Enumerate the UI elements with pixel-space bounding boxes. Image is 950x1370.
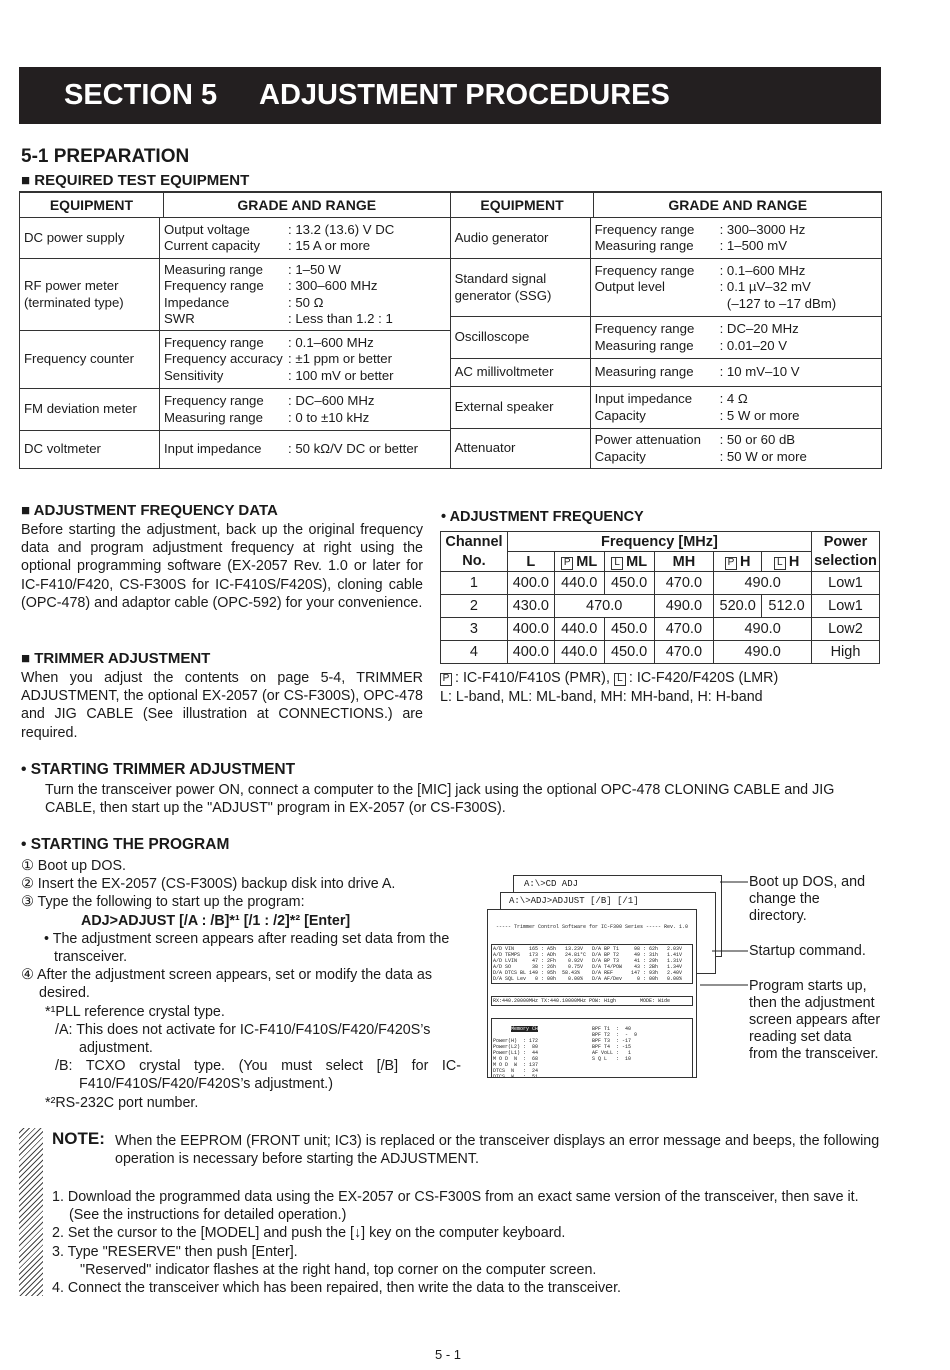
band-label: MH [672, 553, 696, 570]
screen-line: A/D VIN 165 : A5h 13.23V [493, 946, 584, 952]
section-header [19, 67, 881, 124]
channel-header [441, 532, 508, 572]
selection-label: selection [814, 552, 877, 569]
adj-freq-data-heading: ■ ADJUSTMENT FREQUENCY DATA [21, 502, 278, 519]
equipment-specs [591, 218, 881, 258]
equipment-name: AC millivoltmeter [451, 359, 591, 386]
col-equipment-2: EQUIPMENT [450, 192, 594, 218]
memory-ch-label: Memory CH [511, 1026, 539, 1032]
spec-value: : 300–3000 Hz [719, 221, 806, 237]
spec-label: Measuring range [594, 238, 694, 253]
spec-label: Measuring range [594, 364, 694, 380]
step-2: ② Insert the EX-2057 (CS-F300S) backup disk into drive A. [21, 876, 396, 893]
program-steps [21, 857, 461, 1112]
note-item-2: 2. Set the cursor to the [MODEL] and push the [↓] key on the computer keyboard. [52, 1225, 566, 1242]
table-row [441, 618, 880, 641]
freq-cell: 450.0 [604, 572, 654, 595]
callout-startup: Startup command. [749, 943, 866, 959]
footnote-1b: /B: TCXO crystal type. (You must select [/B] for IC-F410/F410S/F420/F420S’s adjustment.) [55, 1058, 461, 1093]
spec-value: : 5 W or more [719, 407, 800, 423]
freq-cell: 400.0 [507, 572, 554, 595]
equipment-specs [591, 387, 881, 428]
spec-value: : 13.2 (13.6) V DC [288, 221, 395, 237]
equipment-name: External speaker [451, 387, 591, 428]
da-values [592, 946, 691, 982]
equipment-row [451, 218, 881, 259]
equipment-row [451, 429, 881, 468]
equipment-name: DC voltmeter [20, 431, 160, 468]
spec-label: Frequency accuracy [164, 351, 283, 367]
band-label: H [788, 553, 800, 570]
equipment-specs [160, 431, 450, 468]
channel-cell: 1 [441, 572, 508, 595]
channel-label: Channel [445, 533, 503, 550]
screen-line: A/D SO 38 : 26h 0.75V [493, 964, 584, 970]
freq-cell: 470.0 [654, 618, 714, 641]
power-cell: Low2 [812, 618, 880, 641]
screen-line: M O D N : 68 [493, 1056, 539, 1062]
screen-line: Power(L1) : 44 [493, 1050, 539, 1056]
spec-value: : 0.1–600 MHz [288, 334, 374, 350]
section-title: ADJUSTMENT PROCEDURES [259, 79, 670, 111]
footnote-2: *²RS-232C port number. [45, 1094, 199, 1111]
equipment-name: Frequency counter [20, 331, 160, 388]
step-1: ① Boot up DOS. [21, 858, 126, 874]
spec-value: : DC–600 MHz [288, 393, 375, 408]
spec-label: SWR [164, 311, 195, 326]
freq-cell: 490.0 [714, 618, 812, 641]
adj-freq-data-text: Before starting the adjustment, back up the original frequency data and program adjustment frequency at right using the optional programming software (EX-2057 Rev. 1.0 or later for IC-F410/F420, CS-F300S for IC-F410S/F420S), cloning cable (OPC-478) and adaptor cable (OPC-592) for your convenience. [21, 522, 423, 611]
freq-cell: 440.0 [554, 641, 604, 664]
ad-values [493, 946, 592, 982]
band-label: ML [626, 553, 648, 570]
footnote-1: *¹PLL reference crystal type. [45, 1003, 225, 1020]
screen-line: D/A SQL Lev 0 : 00h 0.00% [493, 976, 584, 982]
col-equipment: EQUIPMENT [20, 192, 164, 218]
power-cell: High [812, 641, 880, 664]
freq-cell: 400.0 [507, 618, 554, 641]
spec-value: : 300–600 MHz [288, 278, 378, 293]
spec-label: Measuring range [164, 261, 263, 277]
freq-col-2 [604, 552, 654, 572]
band-box: L [611, 557, 623, 570]
adj-freq-note-1 [440, 670, 778, 686]
screen-line: Power(L2) : 80 [493, 1044, 539, 1050]
band-box: P [561, 557, 573, 570]
screen-line: D/A REF 147 : 93h 2.40V [592, 970, 683, 976]
adj-freq-note-2: L: L-band, ML: ML-band, MH: MH-band, H: H-band [440, 689, 763, 705]
spec-label: Input impedance [594, 391, 693, 406]
equipment-specs [591, 317, 881, 358]
screen-line: D/A BP T2 49 : 31h 1.41V [592, 952, 683, 958]
note-item-1: 1. Download the programmed data using the EX-2057 or CS-F300S from an exact same version of the transceiver, then save it. (See the instructions for detailed operation.) [52, 1189, 859, 1224]
trimmer-heading: ■ TRIMMER ADJUSTMENT [21, 650, 211, 667]
screen-line: D/A AF/Dev 0 : 00h 0.00% [592, 976, 683, 982]
freq-header: Frequency [MHz] [507, 532, 811, 552]
p-note: : IC-F410/F410S (PMR), [455, 670, 610, 686]
l-note: : IC-F420/F420S (LMR) [628, 670, 779, 686]
freq-col-4 [714, 552, 762, 572]
bullet-note: • The adjustment screen appears after reading set data from the transceiver. [44, 930, 450, 966]
spec-value: : 15 A or more [288, 238, 371, 253]
freq-cell: 430.0 [507, 595, 554, 618]
spec-value: : 50 W or more [719, 448, 807, 464]
spec-value: : 50 kΩ/V DC or better [288, 441, 419, 457]
table-row [441, 641, 880, 664]
equipment-row [451, 387, 881, 429]
spec-label: Frequency range [164, 334, 264, 350]
freq-cell: 440.0 [554, 618, 604, 641]
note-list [52, 1188, 888, 1297]
callout-program: Program starts up, then the adjustment screen appears after reading set data from the transceiver. [749, 978, 881, 1062]
step-4: ④ After the adjustment screen appears, set or modify the data as desired. [21, 967, 432, 1002]
equipment-row [20, 331, 450, 389]
screen-line: BPF T1 : 40 [592, 1026, 632, 1032]
note-item-3-detail: "Reserved" indicator flashes at the right hand, top corner on the computer screen. [80, 1261, 597, 1278]
freq-cell: 450.0 [604, 641, 654, 664]
spec-value: : 10 mV–10 V [719, 364, 800, 380]
equipment-specs [591, 359, 881, 386]
band-box: L [774, 557, 786, 570]
screen-line: D/A T4/POW 43 : 2Bh 1.34V [592, 964, 683, 970]
screen-line: D/A BP T3 41 : 29h 1.31V [592, 958, 683, 964]
spec-label: Output level [594, 279, 665, 295]
equipment-specs [160, 218, 450, 258]
note-hatch-bar [19, 1128, 43, 1296]
equipment-specs [160, 259, 450, 330]
screen-line: DTCS N : 24 [493, 1068, 539, 1074]
right-column [450, 218, 881, 469]
screen-line: D/A DTCS BL 149 : 95h 58.43% [493, 970, 581, 976]
screen-line: D/A BP T1 98 : 62h 2.03V [592, 946, 683, 952]
spec-value: : 50 or 60 dB [719, 432, 796, 447]
equipment-table [19, 191, 882, 469]
trimmer-label: TRIMMER ADJUSTMENT [34, 650, 211, 667]
page-number: 5 - 1 [435, 1347, 462, 1362]
freq-col-3 [654, 552, 714, 572]
adj-freq-table [440, 531, 880, 664]
screen-line: BPF T2 : - 9 [592, 1032, 638, 1038]
freq-cell: 520.0 [714, 595, 762, 618]
equipment-name: DC power supply [20, 218, 160, 258]
freq-col-5 [762, 552, 812, 572]
equipment-name: Attenuator [451, 429, 591, 468]
equipment-name: Oscilloscope [451, 317, 591, 358]
preparation-heading: 5-1 PREPARATION [21, 146, 190, 167]
freq-cell: 470.0 [654, 572, 714, 595]
spec-value: : 4 Ω [719, 391, 748, 406]
spec-value: : 50 Ω [288, 294, 324, 310]
note-label: NOTE: [52, 1129, 105, 1148]
screen-line: AF VoLL : 1 [592, 1050, 632, 1056]
col-grade-2: GRADE AND RANGE [594, 192, 882, 218]
p-box: P [440, 673, 452, 686]
required-equipment-label: REQUIRED TEST EQUIPMENT [34, 172, 250, 189]
spec-label: Capacity [594, 448, 646, 464]
step-3: ③ Type the following to start up the program: [21, 894, 305, 911]
equipment-specs [160, 389, 450, 430]
screen-line: Power(H) : 172 [493, 1038, 539, 1044]
screen-adjust-cmd-text: A:\>ADJ>ADJUST [/B] [/1] [509, 896, 639, 906]
table-row [441, 595, 880, 618]
spec-label: Capacity [594, 407, 646, 423]
spec-value: : Less than 1.2 : 1 [288, 311, 393, 326]
spec-value: : ±1 ppm or better [288, 351, 392, 367]
spec-label: Output voltage [164, 221, 250, 237]
adj-freq-heading: • ADJUSTMENT FREQUENCY [441, 509, 644, 525]
band-box: P [725, 557, 737, 570]
spec-label: Input impedance [164, 441, 262, 457]
spec-value: (–127 to –17 dBm) [719, 295, 837, 311]
equipment-name: Audio generator [451, 218, 591, 258]
freq-cell: 400.0 [507, 641, 554, 664]
required-equipment-heading: ■ REQUIRED TEST EQUIPMENT [21, 172, 250, 189]
freq-cell: 440.0 [554, 572, 604, 595]
spec-value: : 1–500 mV [719, 238, 788, 253]
command: ADJ>ADJUST [/A : /B]*¹ [/1 : /2]*² [Enter] [81, 912, 351, 929]
table-row [441, 572, 880, 595]
section-number: SECTION 5 [64, 79, 218, 111]
freq-cell: 512.0 [762, 595, 812, 618]
spec-label: Impedance [164, 294, 230, 310]
spec-label: Sensitivity [164, 367, 224, 383]
screen-status: RX:440.20000MHz TX:440.10000MHz POW: High MODE: Wide [491, 996, 693, 1006]
screen-line: A/D LVIN 47 : 2Fh 0.92V [493, 958, 584, 964]
equipment-specs [160, 331, 450, 388]
freq-cell: 490.0 [654, 595, 714, 618]
spec-label: Frequency range [594, 262, 695, 278]
equipment-row [20, 431, 450, 468]
spec-value: : 0.01–20 V [719, 337, 788, 353]
spec-value: : 100 mV or better [288, 367, 394, 383]
freq-cell: 450.0 [604, 618, 654, 641]
channel-cell: 3 [441, 618, 508, 641]
equipment-name: RF power meter (terminated type) [20, 259, 160, 330]
footnote-1a: /A: This does not activate for IC-F410/F410S/F420/F420S’s adjustment. [55, 1021, 431, 1057]
equipment-row [451, 359, 881, 387]
equipment-row [451, 259, 881, 317]
spec-label: Frequency range [164, 393, 264, 408]
band-label: ML [576, 553, 598, 570]
screen-title: ----- Trimmer Control Software for IC-F300 Series ----- Rev. 1.0 [495, 924, 689, 930]
equipment-specs [591, 259, 881, 316]
spec-value: : 0 to ±10 kHz [288, 409, 370, 425]
power-header [812, 532, 880, 572]
equipment-name: FM deviation meter [20, 389, 160, 430]
power-cell: Low1 [812, 572, 880, 595]
equipment-specs [591, 429, 881, 468]
screen-line: A/D TEMPS 173 : ADh 24.81°C [493, 952, 587, 958]
freq-cell: 470.0 [654, 641, 714, 664]
power-label: Power [823, 533, 868, 550]
spec-value: : 0.1 µV–32 mV [719, 279, 811, 295]
spec-label: Frequency range [594, 321, 695, 336]
band-label: H [739, 553, 751, 570]
l-box: L [614, 673, 626, 686]
spec-label: Measuring range [164, 409, 263, 425]
spec-label: Measuring range [594, 337, 694, 353]
left-column [20, 218, 451, 469]
note-item-3: 3. Type "RESERVE" then push [Enter]. [52, 1243, 298, 1260]
callout-lines [700, 870, 750, 990]
screen-line: S Q L : 10 [592, 1056, 632, 1062]
note-intro: When the EEPROM (FRONT unit; IC3) is replaced or the transceiver displays an error message and beeps, the following operation is necessary before starting the ADJUSTMENT. [115, 1133, 880, 1168]
screen-line: M O D W : 137 [493, 1062, 539, 1068]
freq-col-0 [507, 552, 554, 572]
freq-cell: 490.0 [714, 641, 812, 664]
spec-value: : 1–50 W [288, 261, 341, 277]
freq-cell: 470.0 [554, 595, 654, 618]
screen-cd-adj-text: A:\>CD ADJ [524, 879, 579, 889]
col-grade: GRADE AND RANGE [163, 192, 450, 218]
equipment-row [20, 389, 450, 431]
spec-label: Current capacity [164, 238, 261, 253]
note-item-4: 4. Connect the transceiver which has been repaired, then write the data to the transceiver. [52, 1280, 622, 1297]
spec-value: : 0.1–600 MHz [719, 262, 806, 278]
equipment-row [451, 317, 881, 359]
freq-col-1 [554, 552, 604, 572]
starting-trimmer-heading: • STARTING TRIMMER ADJUSTMENT [21, 761, 296, 778]
adj-freq-data-label: ADJUSTMENT FREQUENCY DATA [33, 502, 278, 519]
screen-line: BPF T3 : -17 [592, 1038, 632, 1044]
spec-label: Power attenuation [594, 432, 701, 447]
equipment-row [20, 218, 450, 259]
trimmer-text: When you adjust the contents on page 5-4, TRIMMER ADJUSTMENT, the optional EX-2057 (or CS-F300S), OPC-478 and JIG CABLE (See illustration at CONNECTIONS.) are required. [21, 670, 423, 741]
no-label: No. [462, 552, 486, 569]
callout-boot: Boot up DOS, and change the directory. [749, 874, 866, 924]
starting-trimmer-text: Turn the transceiver power ON, connect a computer to the [MIC] jack using the optional OPC-478 CLONING CABLE and JIG CABLE, then start up the "ADJUST" program in EX-2057 (or CS-F300S). [45, 782, 835, 817]
memory-params-right [592, 1020, 691, 1078]
freq-cell: 490.0 [714, 572, 812, 595]
channel-cell: 2 [441, 595, 508, 618]
adjustment-screen [487, 909, 697, 1078]
spec-label: Frequency range [594, 221, 695, 237]
band-label: L [526, 553, 536, 570]
memory-params-left [493, 1038, 592, 1078]
channel-cell: 4 [441, 641, 508, 664]
starting-program-heading: • STARTING THE PROGRAM [21, 836, 230, 853]
power-cell: Low1 [812, 595, 880, 618]
equipment-row [20, 259, 450, 331]
spec-label [595, 296, 720, 313]
screen-line: DTCS W : 51 [493, 1074, 539, 1078]
equipment-name: Standard signal generator (SSG) [451, 259, 591, 316]
spec-value: : DC–20 MHz [719, 321, 799, 336]
spec-label: Frequency range [164, 278, 264, 293]
screen-line: BPF T4 : -15 [592, 1044, 632, 1050]
